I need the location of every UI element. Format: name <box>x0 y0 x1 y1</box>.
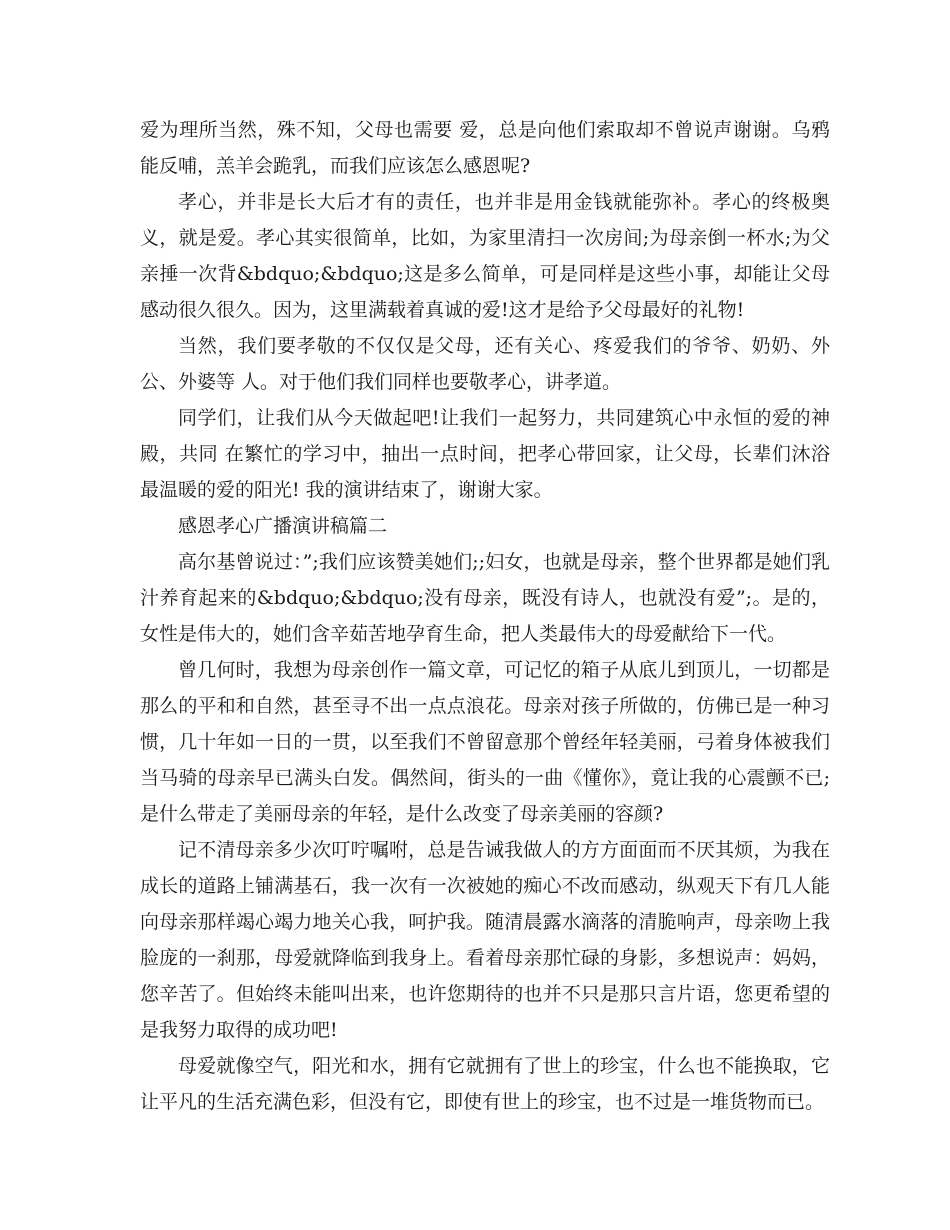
paragraph-1: 爱为理所当然，殊不知，父母也需要 爱，总是向他们索取却不曾说声谢谢。乌鸦能反哺，羔羊会跪乳，而我们应该怎么感恩呢? <box>140 119 830 177</box>
paragraph-8: 母爱就像空气，阳光和水，拥有它就拥有了世上的珍宝，什么也不能换取，它让平凡的生活充满色彩，但没有它，即使有世上的珍宝，也不过是一堆货物而已。 <box>140 1055 830 1113</box>
paragraph-7: 记不清母亲多少次叮咛嘱咐，总是告诫我做人的方方面面而不厌其烦，为我在成长的道路上铺满基石，我一次有一次被她的痴心不改而感动，纵观天下有几人能向母亲那样竭心竭力地关心我，呵护我。随清晨露水滴落的清脆响声，母亲吻上我脸庞的一刹那，母爱就降临到我身上。看着母亲那忙碌的身影，多想说声：妈妈，您辛苦了。但始终未能叫出来，也许您期待的也并不只是那只言片语，您更希望的是我努力取得的成功吧! <box>140 839 830 1041</box>
document-page <box>140 112 830 1120</box>
paragraph-3: 当然，我们要孝敬的不仅仅是父母，还有关心、疼爱我们的爷爷、奶奶、外公、外婆等 人。对于他们我们同样也要敬孝心，讲孝道。 <box>140 335 830 393</box>
paragraph-4: 同学们，让我们从今天做起吧!让我们一起努力，共同建筑心中永恒的爱的神殿，共同 在繁忙的学习中，抽出一点时间，把孝心带回家，让父母，长辈们沐浴最温暖的爱的阳光! 我的演讲结束了，谢谢大家。 <box>140 407 830 501</box>
section-heading: 感恩孝心广播演讲稿篇二 <box>178 515 388 537</box>
paragraph-6: 曾几何时，我想为母亲创作一篇文章，可记忆的箱子从底儿到顶儿，一切都是那么的平和和自然，甚至寻不出一点点浪花。母亲对孩子所做的，仿佛已是一种习惯，几十年如一日的一贯，以至我们不曾留意那个曾经年轻美丽，弓着身体被我们当马骑的母亲早已满头白发。偶然间，街头的一曲《懂你》，竟让我的心震颤不已;是什么带走了美丽母亲的年轻，是什么改变了母亲美丽的容颜? <box>140 659 830 825</box>
paragraph-2: 孝心，并非是长大后才有的责任，也并非是用金钱就能弥补。孝心的终极奥义，就是爱。孝心其实很简单，比如，为家里清扫一次房间;为母亲倒一杯水;为父亲捶一次背&bdquo;&bdquo;这是多么简单，可是同样是这些小事，却能让父母感动很久很久。因为，这里满载着真诚的爱!这才是给予父母最好的礼物! <box>140 191 830 321</box>
paragraph-5: 高尔基曾说过：”;我们应该赞美她们;;妇女，也就是母亲，整个世界都是她们乳汁养育起来的&bdquo;&bdquo;没有母亲，既没有诗人，也就没有爱”;。是的，女性是伟大的，她们含辛茹苦地孕育生命，把人类最伟大的母爱献给下一代。 <box>140 551 830 645</box>
